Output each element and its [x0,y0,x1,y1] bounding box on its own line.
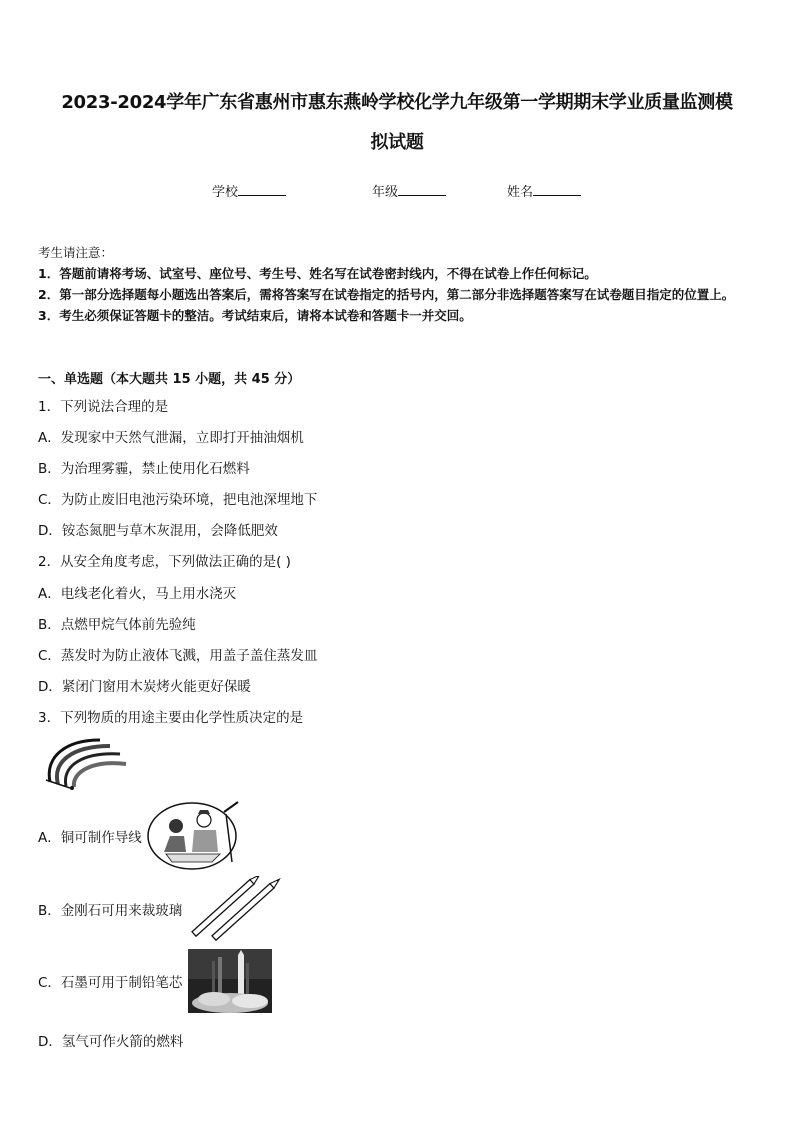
exam-title-line-2: 拟试题 [370,132,424,153]
question-2-option-d: D．紧闭门窗用木炭烤火能更好保暖 [38,679,251,695]
school-blank [238,183,286,196]
question-3-option-b: B．金刚石可用来裁玻璃 [38,903,183,919]
copper-wires-image [40,732,130,792]
section-heading: 一、单选题（本大题共 15 小题，共 45 分） [38,372,301,387]
question-1-stem: 1．下列说法合理的是 [38,399,169,415]
grade-label: 年级 [372,185,399,200]
glass-cutting-image [146,800,242,872]
question-1-option-d: D．铵态氮肥与草木灰混用，会降低肥效 [38,523,278,539]
question-1-option-a: A．发现家中天然气泄漏，立即打开抽油烟机 [38,430,304,446]
notice-block [38,242,760,326]
name-field [507,181,581,200]
question-2-stem: 2．从安全角度考虑，下列做法正确的是( ) [38,554,291,570]
rocket-launch-image [188,949,272,1013]
question-3-option-d: D．氢气可作火箭的燃料 [38,1034,184,1050]
notice-heading: 考生请注意： [38,245,114,260]
question-1-option-c: C．为防止废旧电池污染环境，把电池深埋地下 [38,492,318,508]
grade-blank [398,183,446,196]
question-3-option-a: A．铜可制作导线 [38,830,142,846]
question-2-option-a: A．电线老化着火，马上用水浇灭 [38,586,237,602]
name-blank [533,183,581,196]
question-2-option-b: B．点燃甲烷气体前先验纯 [38,617,196,633]
notice-item-3: 3．考生必须保证答题卡的整洁。考试结束后，请将本试卷和答题卡一并交回。 [38,308,472,323]
name-label: 姓名 [507,185,534,200]
notice-item-1: 1．答题前请将考场、试室号、座位号、考生号、姓名写在试卷密封线内，不得在试卷上作任何标记。 [38,266,597,281]
school-label: 学校 [212,185,239,200]
grade-field [372,181,446,200]
pencils-image [186,876,286,942]
notice-item-2: 2．第一部分选择题每小题选出答案后，需将答案写在试卷指定的括号内，第二部分非选择题答案写在试卷题目指定的位置上。 [38,287,735,302]
question-3-stem: 3．下列物质的用途主要由化学性质决定的是 [38,710,304,726]
question-3-option-c: C．石墨可用于制铅笔芯 [38,975,183,991]
question-2-option-c: C．蒸发时为防止液体飞溅，用盖子盖住蒸发皿 [38,648,318,664]
school-field [212,181,286,200]
question-1-option-b: B．为治理雾霾，禁止使用化石燃料 [38,461,250,477]
exam-title-line-1: 2023-2024学年广东省惠州市惠东燕岭学校化学九年级第一学期期末学业质量监测模 [61,92,733,113]
